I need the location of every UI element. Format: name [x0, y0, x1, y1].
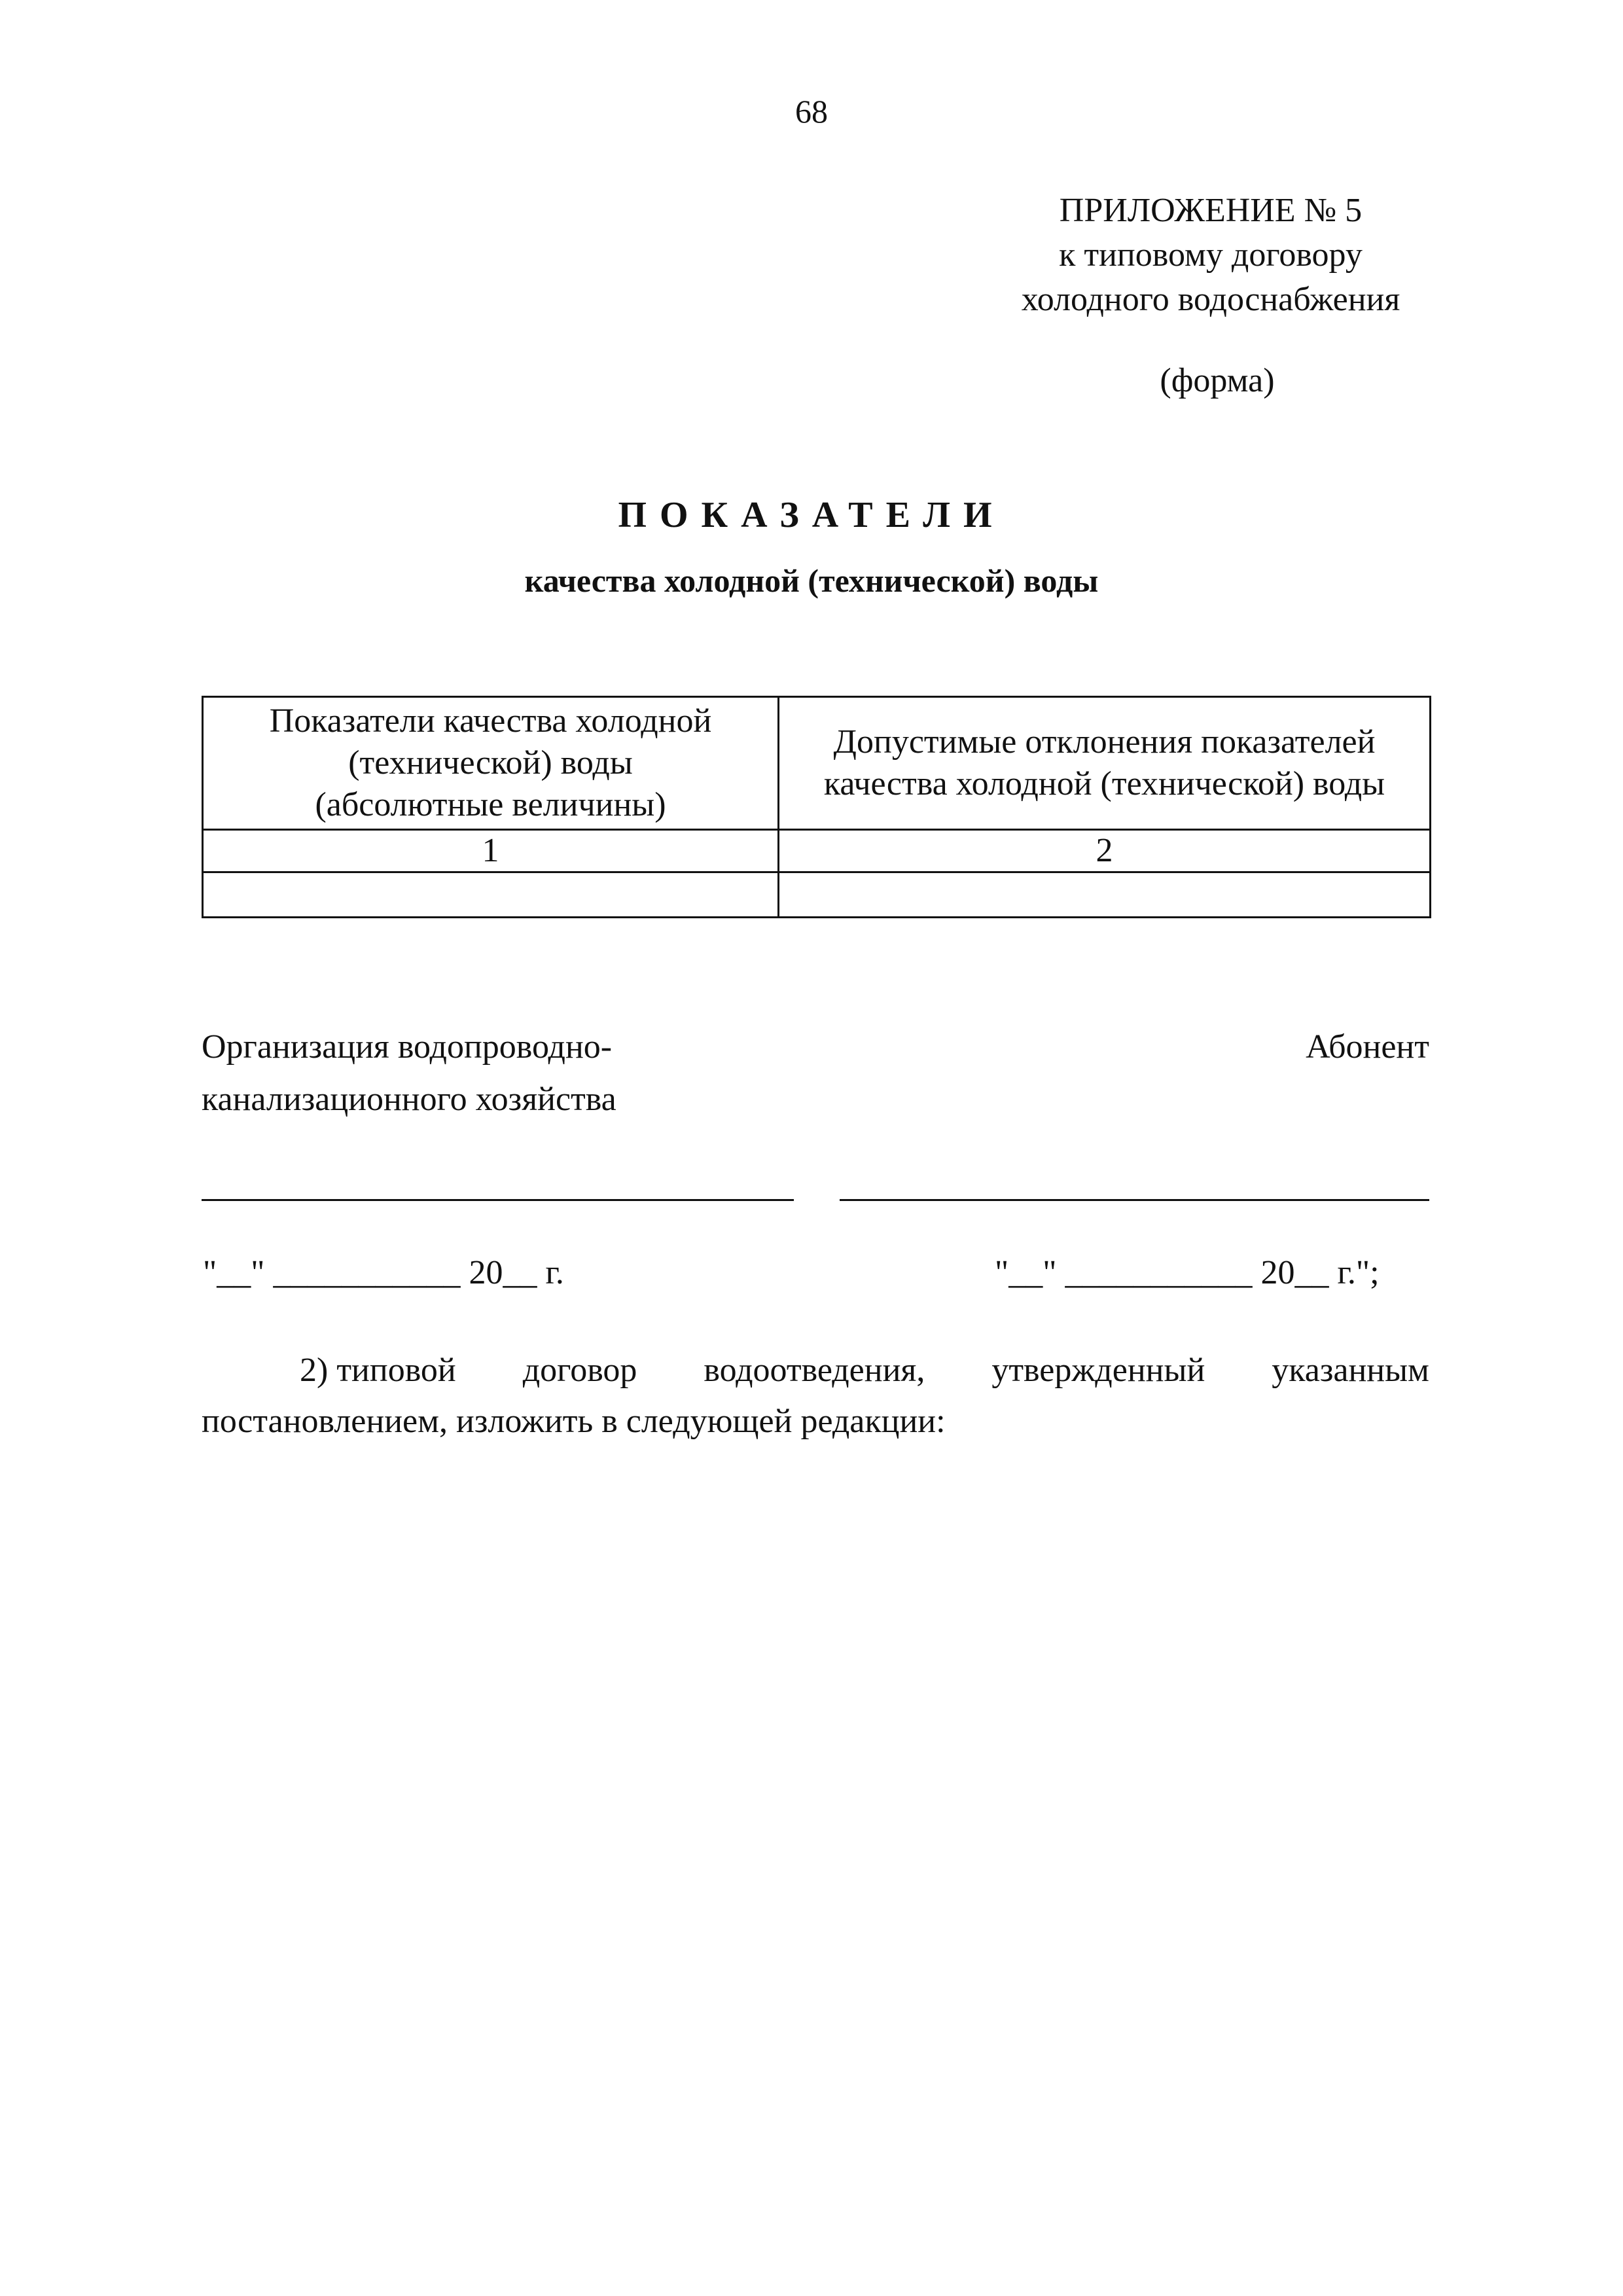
- table-cell: 1: [203, 830, 779, 872]
- table-row: [203, 872, 1431, 918]
- paragraph-word: водоотведения,: [704, 1352, 925, 1389]
- appendix-title: ПРИЛОЖЕНИЕ № 5: [1059, 192, 1363, 229]
- signatory-organization: [202, 1021, 856, 1126]
- document-title: ПОКАЗАТЕЛИ: [618, 495, 1005, 535]
- table-cell: [779, 872, 1431, 918]
- paragraph-word: утвержденный: [991, 1352, 1205, 1389]
- paragraph-line2: постановлением, изложить в следующей редакции:: [202, 1403, 946, 1440]
- header-line: качества холодной (технической) воды: [823, 765, 1385, 802]
- signature-line-left: [202, 1199, 794, 1201]
- header-line: Допустимые отклонения показателей: [833, 723, 1376, 761]
- signatory-organization-line1: Организация водопроводно-: [202, 1028, 613, 1066]
- signatory-organization-line2: канализационного хозяйства: [202, 1081, 616, 1118]
- date-right: "__" ___________ 20__ г.";: [995, 1254, 1380, 1291]
- paragraph-word: указанным: [1272, 1352, 1429, 1389]
- paragraph: [202, 1345, 1429, 1447]
- date-left: "__" ___________ 20__ г.: [203, 1254, 564, 1291]
- paragraph-word: 2) типовой: [300, 1352, 456, 1389]
- table-header-cell: [203, 697, 779, 830]
- quality-table: [202, 696, 1431, 918]
- table-cell: 2: [779, 830, 1431, 872]
- table-header-cell: [779, 697, 1431, 830]
- table-number-row: [203, 830, 1431, 872]
- document-subtitle: качества холодной (технической) воды: [524, 562, 1099, 599]
- table-header-row: [203, 697, 1431, 830]
- header-line: Показатели качества холодной: [269, 702, 712, 740]
- signatory-subscriber: Абонент: [1306, 1028, 1429, 1066]
- header-line: (технической) воды: [348, 744, 633, 781]
- header-line: (абсолютные величины): [315, 786, 666, 823]
- appendix-subtitle-2: холодного водоснабжения: [1021, 281, 1400, 318]
- paragraph-line1: [202, 1345, 1429, 1396]
- form-label: (форма): [1160, 362, 1275, 399]
- appendix-subtitle-1: к типовому договору: [1059, 236, 1363, 274]
- paragraph-word: договор: [522, 1352, 637, 1389]
- signature-line-right: [840, 1199, 1429, 1201]
- appendix-header: [949, 188, 1472, 322]
- page-number: 68: [795, 93, 828, 130]
- table-cell: [203, 872, 779, 918]
